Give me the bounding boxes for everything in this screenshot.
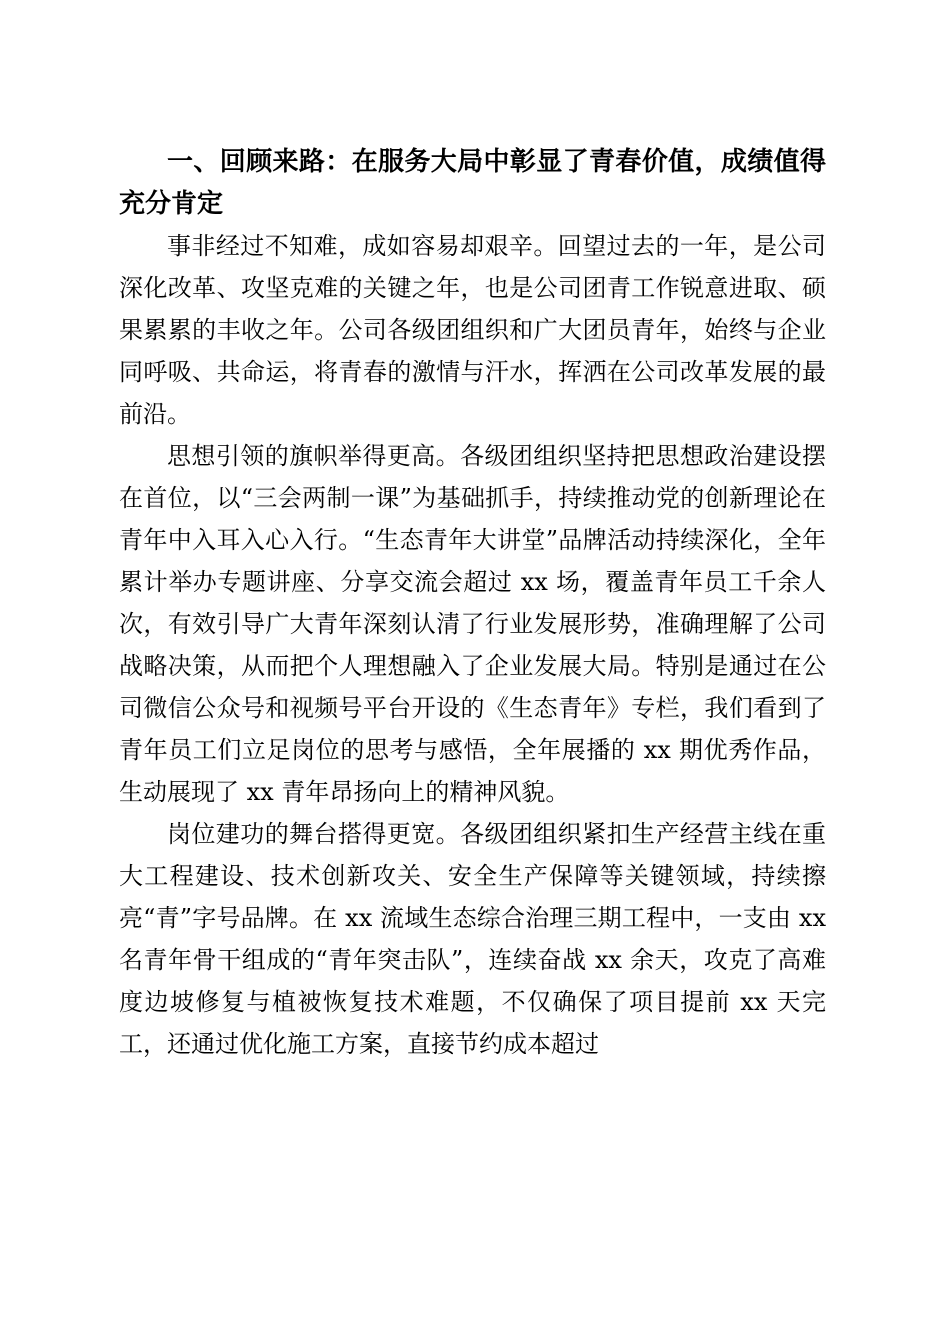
paragraph-post-contribution: 岗位建功的舞台搭得更宽。各级团组织紧扣生产经营主线在重大工程建设、技术创新攻关、安全生产保障等关键领域，持续擦亮“青”字号品牌。在 xx 流域生态综合治理三期工程中，一支由 xx 名青年骨干组成的“青年突击队”，连续奋战 xx 余天，攻克了高难度边坡修复与植被恢复技术难题，不仅确保了项目提前 xx 天完工，还通过优化施工方案，直接节约成本超过 — [119, 820, 826, 1058]
document-body — [119, 141, 826, 1065]
paragraph-review: 事非经过不知难，成如容易却艰辛。回望过去的一年，是公司深化改革、攻坚克难的关键之年，也是公司团青工作锐意进取、硕果累累的丰收之年。公司各级团组织和广大团员青年，始终与企业同呼吸、共命运，将青春的激情与汗水，挥洒在公司改革发展的最前沿。 — [119, 232, 826, 428]
paragraph-ideological-guidance: 思想引领的旗帜举得更高。各级团组织坚持把思想政治建设摆在首位，以“三会两制一课”为基础抓手，持续推动党的创新理论在青年中入耳入心入行。“生态青年大讲堂”品牌活动持续深化，全年累计举办专题讲座、分享交流会超过 xx 场，覆盖青年员工千余人次，有效引导广大青年深刻认清了行业发展形势，准确理解了公司战略决策，从而把个人理想融入了企业发展大局。特别是通过在公司微信公众号和视频号平台开设的《生态青年》专栏，我们看到了青年员工们立足岗位的思考与感悟，全年展播的 xx 期优秀作品，生动展现了 xx 青年昂扬向上的精神风貌。 — [119, 442, 826, 806]
section-heading: 一、回顾来路：在服务大局中彰显了青春价值，成绩值得充分肯定 — [119, 147, 826, 219]
